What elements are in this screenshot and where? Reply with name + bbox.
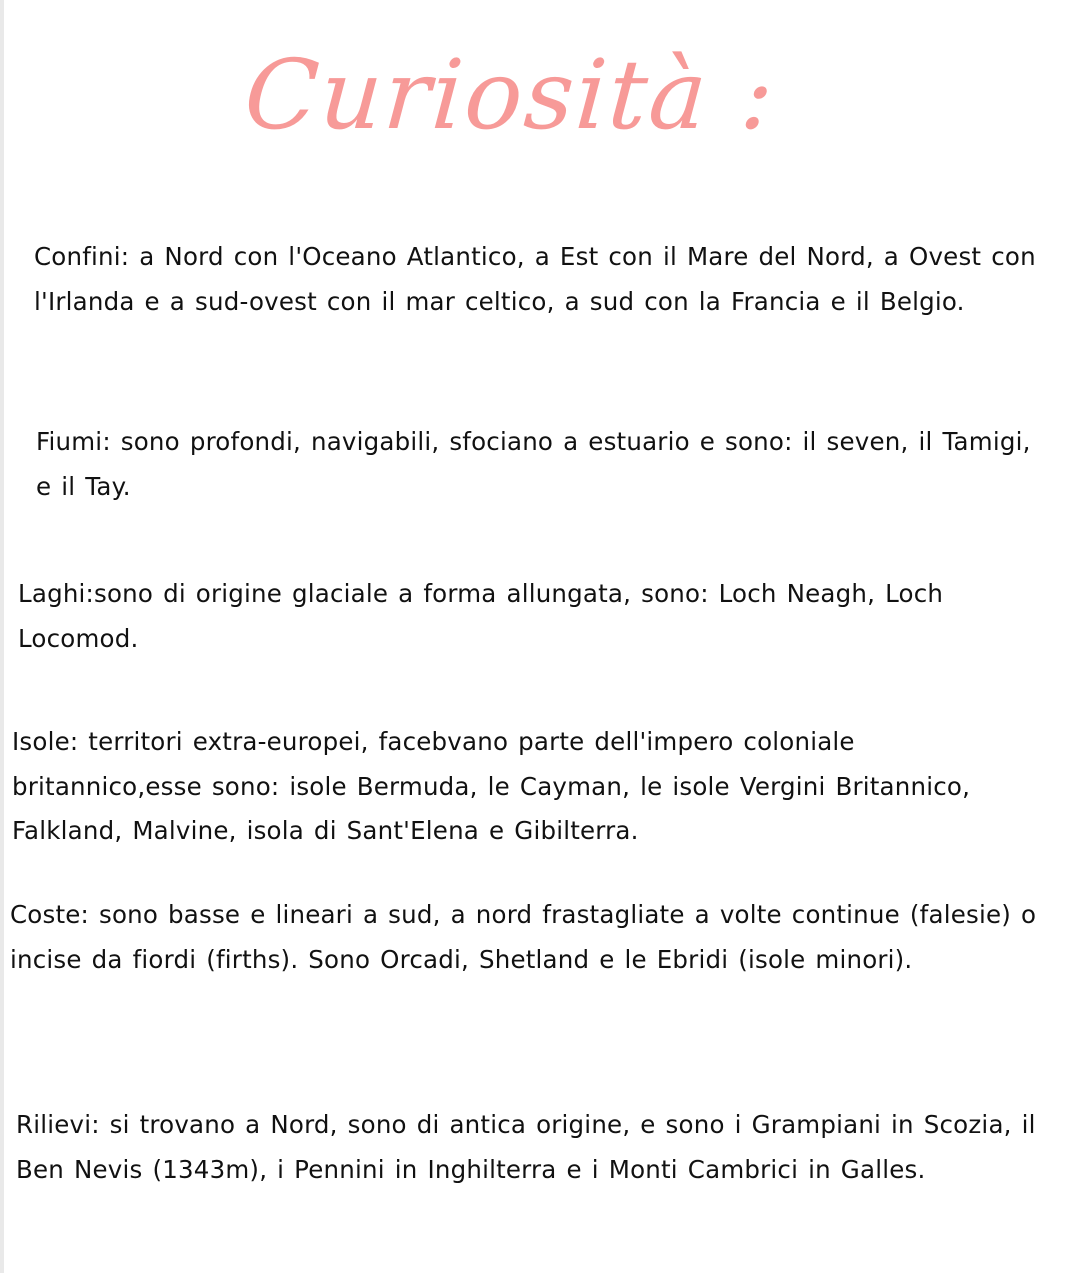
paragraph-confini: Confini: a Nord con l'Oceano Atlantico, a Est con il Mare del Nord, a Ovest con l'Irlanda e a sud-ovest con il mar celtico, a sud con la Francia e il Belgio.	[34, 242, 1036, 316]
paragraph-fiumi: Fiumi: sono profondi, navigabili, sfociano a estuario e sono: il seven, il Tamigi, e il Tay.	[36, 427, 1031, 501]
page-title: Curiosità :	[240, 39, 780, 151]
paragraph-rilievi: Rilievi: si trovano a Nord, sono di antica origine, e sono i Grampiani in Scozia, il Ben Nevis (1343m), i Pennini in Inghilterra e i Monti Cambrici in Galles.	[16, 1110, 1036, 1184]
paragraph-coste: Coste: sono basse e lineari a sud, a nord frastagliate a volte continue (falesie) o incise da fiordi (firths). Sono Orcadi, Shetland e le Ebridi (isole minori).	[10, 900, 1037, 974]
title-container	[0, 20, 1080, 190]
paragraph-laghi: Laghi:sono di origine glaciale a forma allungata, sono: Loch Neagh, Loch Locomod.	[18, 579, 944, 653]
paragraph-isole: Isole: territori extra-europei, facebvano parte dell'impero coloniale britannico,esse sono: isole Bermuda, le Cayman, le isole Vergini Britannico, Falkland, Malvine, isola di Sant'Elena e Gibilterra.	[12, 727, 971, 845]
page-edge-divider	[0, 0, 4, 1273]
